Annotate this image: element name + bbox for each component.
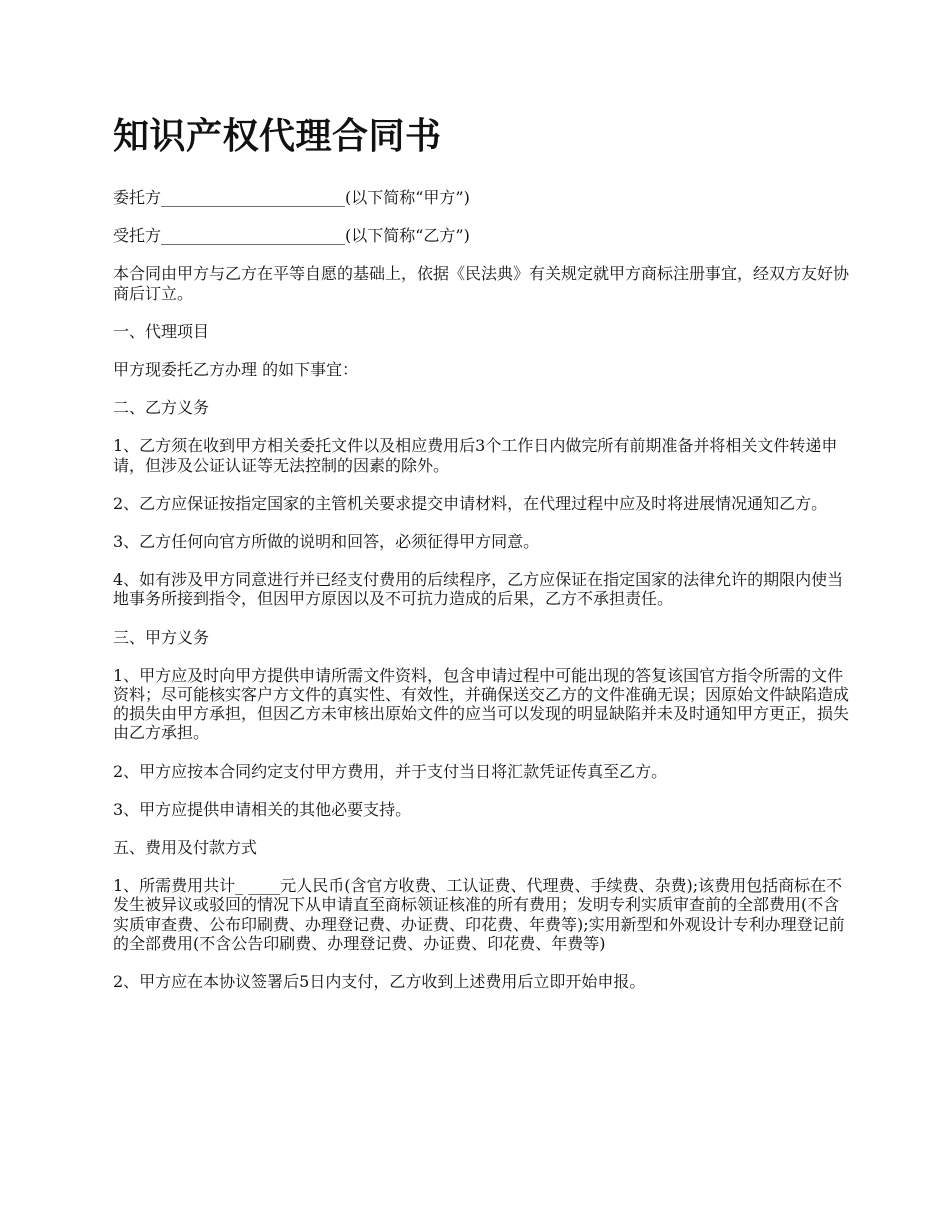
clause-party-b-3: 3、乙方任何向官方所做的说明和回答，必须征得甲方同意。 [113, 532, 540, 552]
clause-fees-1: 1、所需费用共计_ ____元人民币(含官方收费、工认证费、代理费、手续费、杂费);该费用包括商标在不发生被异议或驳回的情况下从申请直至商标领证核准的所有费用；发明专利实质审查前的全部费用(不含实质审查费、公布印刷费、办理登记费、办证费、印花费、年费等);实用新型和外观设计专利办理登记前的全部费用(不含公告印刷费、办理登记费、办证费、印花费、年费等) [113, 876, 845, 953]
section-heading-fees-payment: 五、费用及付款方式 [113, 838, 258, 858]
clause-party-b-4: 4、如有涉及甲方同意进行并已经支付费用的后续程序，乙方应保证在指定国家的法律允许的期限内使当地事务所接到指令，但因甲方原因以及不可抗力造成的后果，乙方不承担责任。 [113, 570, 844, 609]
clause-party-b-1: 1、乙方须在收到甲方相关委托文件以及相应费用后3个工作日内做完所有前期准备并将相关文件转递申请，但涉及公证认证等无法控制的因素的除外。 [113, 436, 838, 475]
section-heading-party-b-duties: 二、乙方义务 [113, 398, 210, 418]
clause-fees-2: 2、甲方应在本协议签署后5日内支付，乙方收到上述费用后立即开始申报。 [113, 972, 646, 992]
clause-party-a-1: 1、甲方应及时向甲方提供申请所需文件资料，包含申请过程中可能出现的答复该国官方指令所需的文件资料；尽可能核实客户方文件的真实性、有效性，并确保送交乙方的文件准确无误；因原始文件缺陷造成的损失由甲方承担，但因乙方未审核出原始文件的应当可以发现的明显缺陷并未及时通知甲方更正，损失由乙方承担。 [113, 665, 850, 743]
section-heading-party-a-duties: 三、甲方义务 [113, 627, 210, 647]
document-title: 知识产权代理合同书 [113, 115, 442, 157]
clause-party-a-3: 3、甲方应提供申请相关的其他必要支持。 [113, 799, 412, 819]
clause-party-b-2: 2、乙方应保证按指定国家的主管机关要求提交申请材料，在代理过程中应及时将进展情况通知乙方。 [113, 493, 828, 513]
document-page [113, 112, 853, 1010]
section-heading-agency-items: 一、代理项目 [113, 321, 210, 341]
paragraph-entrusting-party: 委托方_______________________(以下简称“甲方”) [113, 188, 470, 207]
paragraph-preamble: 本合同由甲方与乙方在平等自愿的基础上，依据《民法典》有关规定就甲方商标注册事宜，经双方友好协商后订立。 [113, 264, 850, 303]
paragraph-entrusted-party: 受托方_______________________(以下简称“乙方”) [113, 226, 470, 246]
clause-party-a-2: 2、甲方应按本合同约定支付甲方费用，并于支付当日将汇款凭证传真至乙方。 [113, 761, 668, 781]
paragraph-agency-items: 甲方现委托乙方办理 的如下事宜： [113, 360, 359, 380]
